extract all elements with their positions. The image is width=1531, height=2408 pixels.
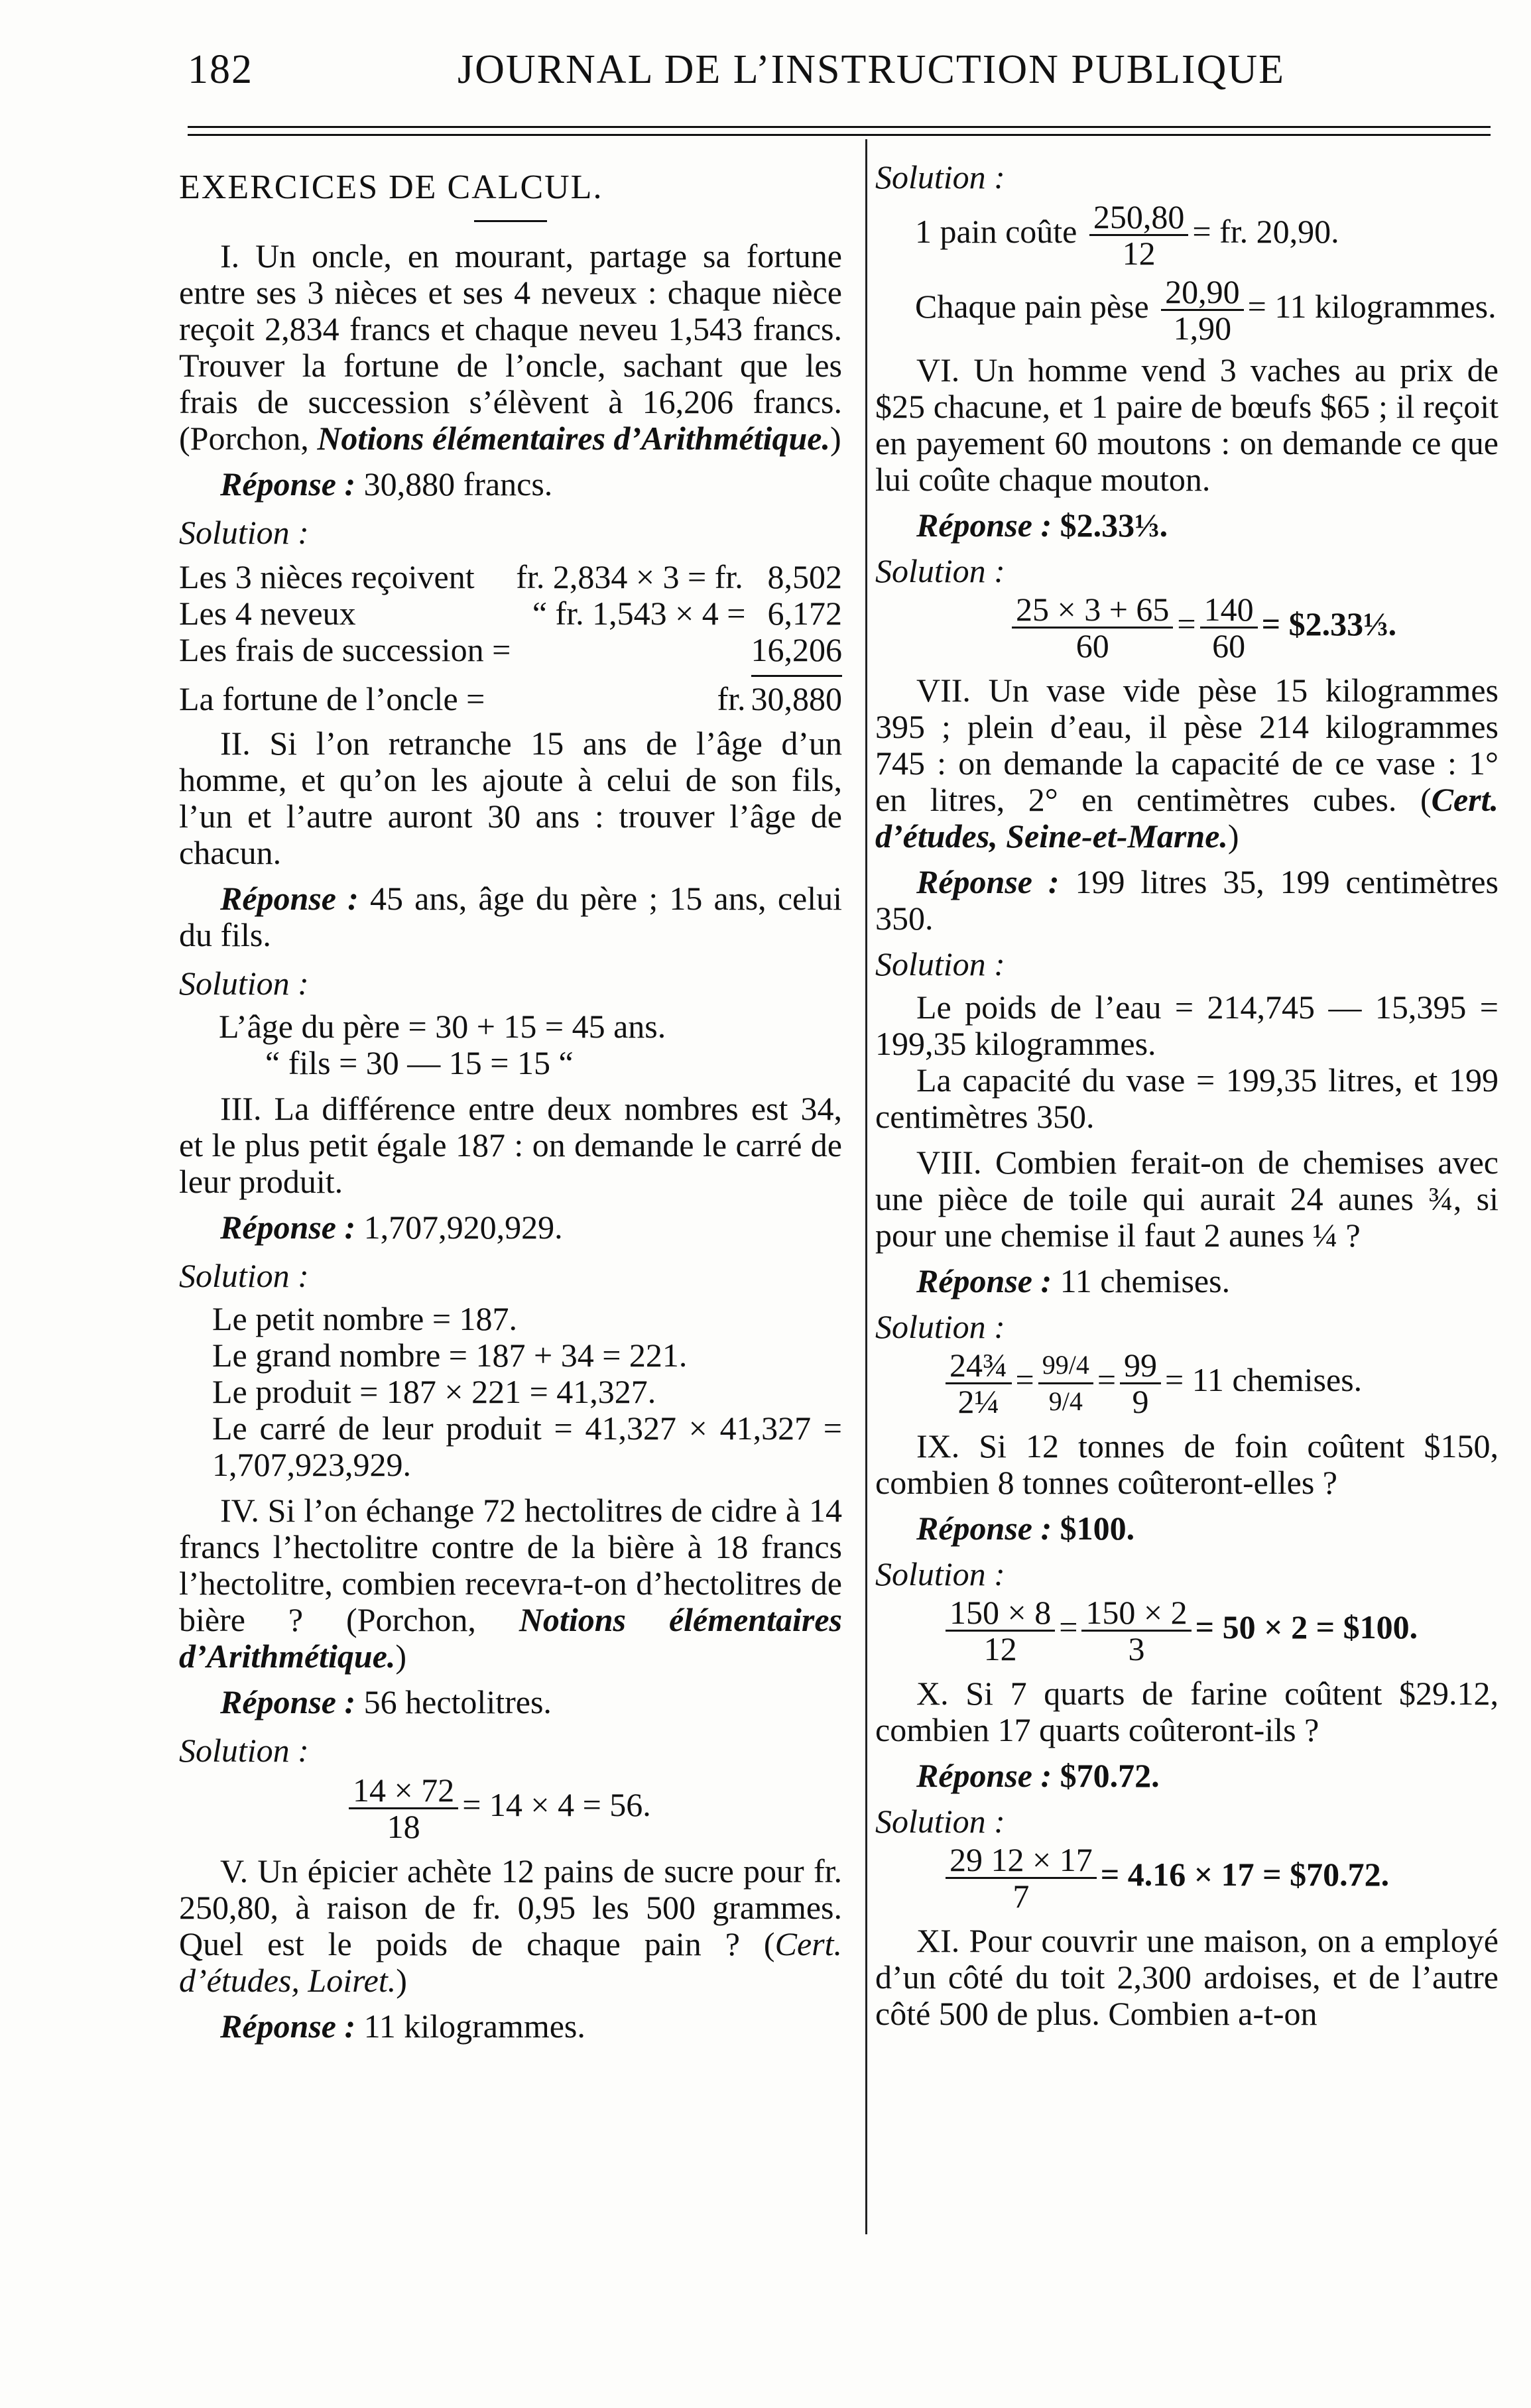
exercise-9-solution-equation: $\frac{150 \times 8}{12}$ = $\frac{150 \times 2}{3}$ = 50 × 2 = $100.	[875, 1595, 1499, 1666]
row-label: Les 3 nièces reçoivent	[179, 558, 475, 595]
exercise-8-text: VIII. Combien ferait-on de chemises avec une pièce de toile qui aurait 24 aunes ¾, si pour une chemise il faut 2 aunes ¼ ?	[875, 1144, 1499, 1254]
exercise-4-solution-label: Solution :	[179, 1732, 309, 1769]
journal-title: JOURNAL DE L’INSTRUCTION PUBLIQUE	[458, 47, 1285, 92]
exercise-3-solution-label: Solution :	[179, 1257, 309, 1294]
exercise-9-text: IX. Si 12 tonnes de foin coûtent $150, combien 8 tonnes coûteront-elles ?	[875, 1427, 1499, 1501]
exercise-2-solution-label: Solution :	[179, 965, 309, 1002]
exercise-2-solution-line: “ fils = 30 — 15 = 15 “	[265, 1044, 574, 1081]
exercise-4-solution-equation: $\frac{14 \times 72}{18}$ = 14 × 4 = 56.	[179, 1773, 842, 1844]
right-column	[875, 159, 1499, 2032]
row-label: Les 4 neveux	[179, 595, 356, 632]
exercise-7-answer: Réponse : 199 litres 35, 199 centimètres 350.	[875, 863, 1499, 937]
exercise-4-text: IV. Si l’on échange 72 hectolitres de cidre à 14 francs l’hectolitre contre de la bière à 18 francs l’hectolitre, combien recevra-t-on d’hectolitres de bière ? (Porchon, Notions élémentaires d’Arithmétique.)	[179, 1492, 843, 1675]
exercise-2-solution-line: L’âge du père = 30 + 15 = 45 ans.	[219, 1008, 666, 1045]
row-calc	[516, 632, 745, 668]
exercise-3-text: III. La différence entre deux nombres est 34, et le plus petit égale 187 : on demande le carré de leur produit.	[179, 1090, 842, 1200]
total-label: La fortune de l’oncle =	[179, 680, 485, 717]
exercise-2-answer: Réponse : 45 ans, âge du père ; 15 ans, celui du fils.	[179, 880, 842, 953]
exercise-10-answer: Réponse : $70.72.	[916, 1757, 1160, 1794]
exercise-6-answer: Réponse : $2.33⅓.	[916, 507, 1168, 544]
exercise-3-solution-line: Le grand nombre = 187 + 34 = 221.	[212, 1337, 688, 1374]
row-value: 16,206	[751, 631, 842, 668]
exercise-5-text: V. Un épicier achète 12 pains de sucre pour fr. 250,80, à raison de fr. 0,95 les 500 grammes. Quel est le poids de chaque pain ? (Cert. d’études, Loiret.)	[179, 1852, 842, 1999]
exercise-8-solution-label: Solution :	[875, 1308, 1005, 1345]
header-rule-bottom	[188, 134, 1491, 136]
fraction: $\frac{99/4}{9/4}$	[1038, 1348, 1093, 1419]
fraction: $\frac{99}{9}$	[1120, 1348, 1161, 1419]
exercise-9-solution-label: Solution :	[875, 1555, 1005, 1593]
exercise-6-solution-label: Solution :	[875, 552, 1005, 589]
exercise-1-solution-table	[179, 559, 842, 717]
exercise-3-answer: Réponse : 1,707,920,929.	[220, 1209, 563, 1246]
exercise-7-solution-line: Le poids de l’eau = 214,745 — 15,395 = 199,35 kilogrammes.	[875, 989, 1499, 1062]
fraction: $\frac{20,90}{1,90}$	[1161, 274, 1244, 345]
row-calc: “ fr. 1,543 × 4 =	[532, 595, 746, 632]
exercise-11-text: XI. Pour couvrir une maison, on a employé d’un côté du toit 2,300 ardoises, et de l’autre côté 500 de plus. Combien a-t-on	[875, 1922, 1499, 2032]
fraction: $\frac{150 \times 8}{12}$	[946, 1595, 1055, 1666]
exercise-4-answer: Réponse : 56 hectolitres.	[220, 1683, 552, 1720]
total-value: 30,880	[751, 680, 842, 717]
exercise-5-solution-label: Solution :	[875, 158, 1005, 196]
sum-rule	[751, 675, 843, 677]
fraction: $\frac{150 \times 2}{3}$	[1081, 1595, 1191, 1666]
row-calc: fr. 2,834 × 3 = fr.	[516, 558, 743, 595]
exercise-10-text: X. Si 7 quarts de farine coûtent $29.12, combien 17 quarts coûteront-ils ?	[875, 1675, 1499, 1748]
exercise-7-solution-line: La capacité du vase = 199,35 litres, et 199 centimètres 350.	[875, 1061, 1499, 1135]
exercise-7-solution-label: Solution :	[875, 945, 1005, 983]
page-number: 182	[188, 47, 253, 92]
exercise-6-text: VI. Un homme vend 3 vaches au prix de $25 chacune, et 1 paire de bœufs $65 ; il reçoit en payement 60 moutons : on demande ce que lui coûte chaque mouton.	[875, 351, 1499, 498]
exercise-9-answer: Réponse : $100.	[916, 1510, 1135, 1547]
header-rule-top	[188, 126, 1491, 128]
exercise-5-solution-line: 1 pain coûte $\frac{250,80}{12}$ = fr. 20,90.	[915, 198, 1339, 272]
exercise-7-text: VII. Un vase vide pèse 15 kilogrammes 395 ; plein d’eau, il pèse 214 kilogrammes 745 : on demande la capacité de ce vase : 1° en litres, 2° en centimètres cubes. (Cert. d’études, Seine-et-Marne.)	[875, 672, 1499, 855]
exercise-5-answer: Réponse : 11 kilogrammes.	[220, 2008, 585, 2045]
row-value: 8,502	[767, 558, 842, 595]
exercise-1-answer: Réponse : 30,880 francs.	[220, 465, 553, 503]
exercise-6-solution-equation: $\frac{25 \times 3 + 65}{60}$ = $\frac{140}{60}$ = $2.33⅓.	[875, 592, 1499, 663]
total-calc: fr.	[717, 680, 746, 717]
exercise-10-solution-equation: $\frac{29 12 \times 17}{7}$ = 4.16 × 17 = $70.72.	[875, 1842, 1499, 1913]
fraction: $\frac{14 \times 72}{18}$	[349, 1773, 458, 1844]
exercise-1-text: I. Un oncle, en mourant, partage sa fortune entre ses 3 nièces et ses 4 neveux : chaque nièce reçoit 2,834 francs et chaque neveu 1,543 francs. Trouver la fortune de l’oncle, sachant que les frais de succession s’élèvent à 16,206 francs. (Porchon, Notions élémentaires d’Arithmétique.)	[179, 237, 842, 457]
fraction: $\frac{29 12 \times 17}{7}$	[946, 1842, 1097, 1913]
exercise-5-solution-line: Chaque pain pèse $\frac{20,90}{1,90}$ = 11 kilogrammes.	[915, 273, 1497, 347]
exercise-1-solution-label: Solution :	[179, 514, 309, 551]
exercise-8-solution-equation: $\frac{\text{24¾}}{\text{2¼}}$ = $\frac{99/4}{9/4}$ = $\frac{99}{9}$ = 11 chemises.	[875, 1348, 1499, 1419]
fraction: $\frac{25 \times 3 + 65}{60}$	[1012, 592, 1173, 663]
exercise-3-solution-line: Le produit = 187 × 221 = 41,327.	[212, 1373, 656, 1410]
exercise-10-solution-label: Solution :	[875, 1803, 1005, 1840]
column-divider	[865, 139, 867, 2234]
fraction: $\frac{250,80}{12}$	[1089, 200, 1189, 271]
fraction: $\frac{\text{24¾}}{\text{2¼}}$	[946, 1348, 1012, 1419]
exercise-3-solution-line: Le carré de leur produit = 41,327 × 41,327 = 1,707,923,929.	[212, 1410, 842, 1483]
title-dash	[474, 220, 547, 222]
exercise-8-answer: Réponse : 11 chemises.	[916, 1262, 1231, 1299]
left-column	[179, 169, 842, 2045]
exercise-3-solution-line: Le petit nombre = 187.	[212, 1300, 518, 1337]
fraction: $\frac{140}{60}$	[1200, 592, 1258, 663]
row-label: Les frais de succession =	[179, 631, 511, 668]
row-value: 6,172	[767, 595, 842, 632]
exercise-2-text: II. Si l’on retranche 15 ans de l’âge d’un homme, et qu’on les ajoute à celui de son fils, l’un et l’autre auront 30 ans : trouver l’âge de chacun.	[179, 725, 842, 871]
section-title: EXERCICES DE CALCUL.	[179, 168, 603, 206]
